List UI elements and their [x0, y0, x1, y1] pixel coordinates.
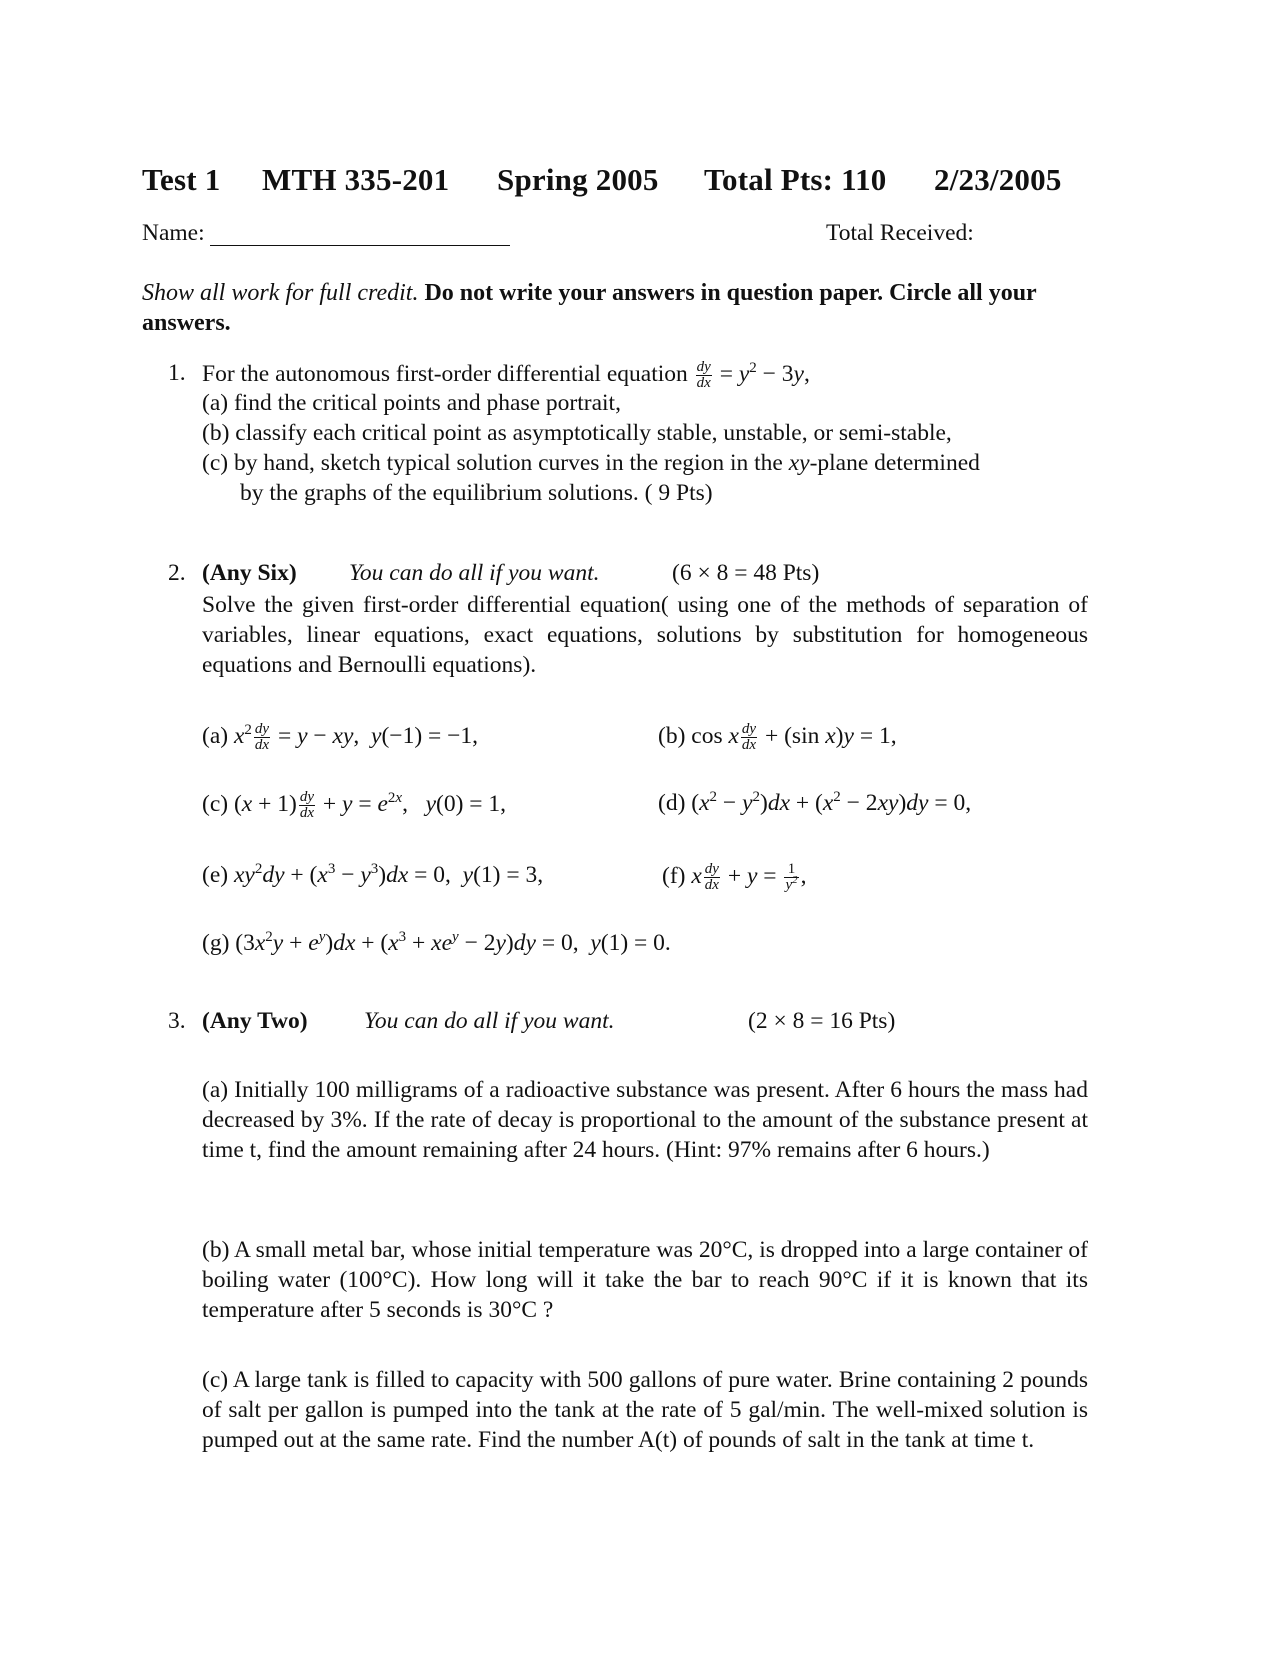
instructions	[142, 278, 1092, 338]
q3-part-a: (a) Initially 100 milligrams of a radioactive substance was present. After 6 hours the mass had decreased by 3%. If the rate of decay is proportional to the amount of the substance present at time t, find the amount remaining after 24 hours. (Hint: 97% remains after 6 hours.)	[202, 1077, 1088, 1163]
q2-eq-c: (c) (x + 1) $\frac{dy}{dx}$ + $y = e^{2x}$, y(0) = 1,	[202, 789, 507, 821]
q1-part-c-start: (c) by hand, sketch typical solution curves in the region in the	[202, 450, 783, 476]
exam-date: 2/23/2005	[934, 162, 1062, 197]
course-code: MTH 335-201	[262, 162, 450, 197]
instructions-bold: Do not write your answers in question paper. Circle all your answers.	[142, 280, 1037, 336]
q2-eq-e: (e) $xy^2dy + (x^3 - y^3)dx = 0$, y(1) = 3,	[202, 861, 544, 888]
q2-label: (Any Six)	[202, 560, 297, 586]
total-points: Total Pts: 110	[704, 162, 887, 197]
instructions-italic: Show all work for full credit.	[142, 280, 419, 306]
q1-part-c-line2: by the graphs of the equilibrium solutions. ( 9 Pts)	[240, 480, 713, 506]
q2-eq-d: (d) $(x^2 - y^2)dx + (x^2 - 2xy)dy = 0$,	[658, 789, 972, 816]
q1-part-c-line1	[202, 450, 980, 477]
q2-points: (6 × 8 = 48 Pts)	[672, 560, 820, 586]
q2-description: Solve the given first-order differential equation( using one of the methods of separation of variables, linear equations, exact equations, solutions by substitution for homogeneous equations and Bernoulli equations).	[202, 592, 1088, 678]
term: Spring 2005	[497, 162, 659, 197]
q3-points: (2 × 8 = 16 Pts)	[748, 1008, 896, 1034]
q2-eq-a: (a) $x^2$ $\frac{dy}{dx}$ = y − xy, y(−1) = −1,	[202, 721, 479, 753]
q2-number: 2.	[168, 560, 186, 586]
q1-intro-line: For the autonomous first-order differential equation $\frac{dy}{dx}$ = $y^2 - 3y$,	[202, 359, 810, 391]
q3-number: 3.	[168, 1008, 186, 1034]
q3-part-b: (b) A small metal bar, whose initial temperature was 20°C, is dropped into a large container of boiling water (100°C). How long will it take the bar to reach 90°C if it is known that its temperature after 5 seconds is 30°C ?	[202, 1237, 1088, 1323]
q3-label: (Any Two)	[202, 1008, 308, 1034]
q1-part-c-var: xy	[788, 450, 810, 476]
q1-part-b: (b) classify each critical point as asymptotically stable, unstable, or semi-stable,	[202, 420, 952, 446]
name-label: Name:	[142, 220, 205, 246]
q1-part-c-end: -plane determined	[809, 450, 980, 476]
q3-part-c: (c) A large tank is filled to capacity with 500 gallons of pure water. Brine containing 2 pounds of salt per gallon is pumped into the tank at the rate of 5 gal/min. The well-mixed solution is pumped out at the same rate. Find the number A(t) of pounds of salt in the tank at time t.	[202, 1367, 1088, 1453]
q1-intro: For the autonomous first-order differential equation	[202, 360, 688, 387]
q1-derivative: $\frac{dy}{dx}$	[696, 359, 711, 391]
q1-part-a: (a) find the critical points and phase portrait,	[202, 390, 621, 416]
test-label: Test 1	[142, 162, 221, 197]
q1-number: 1.	[168, 360, 186, 386]
name-blank-line	[210, 245, 510, 246]
q2-header	[202, 560, 297, 587]
q2-eq-g: (g) $(3x^2y + e^y)dx + (x^3 + xe^y - 2y)dy = 0$, y(1) = 0.	[202, 929, 671, 956]
q3-note: You can do all if you want.	[364, 1008, 615, 1034]
q2-note: You can do all if you want.	[349, 560, 600, 586]
q2-eq-f: (f) x $\frac{dy}{dx}$ + y = $\frac{1}{y^2}$ ,	[662, 861, 807, 893]
q2-eq-b: (b) cos x $\frac{dy}{dx}$ + (sin x)y = 1,	[658, 721, 897, 753]
q3-header	[202, 1008, 308, 1035]
total-received-label: Total Received:	[826, 220, 974, 246]
